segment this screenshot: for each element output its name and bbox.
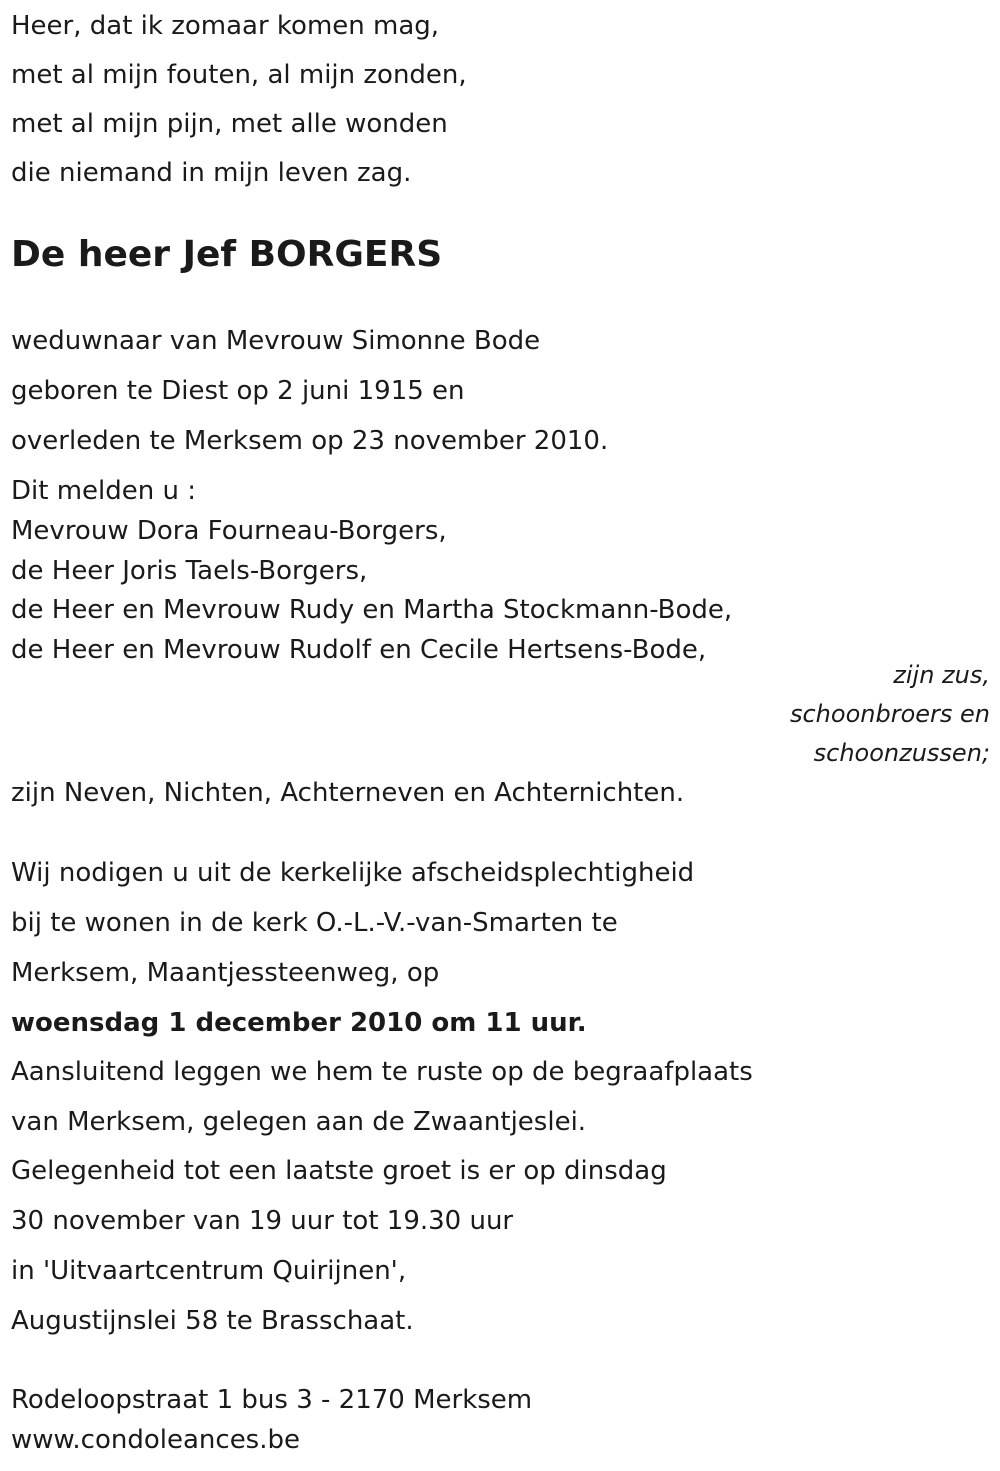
poem-line: met al mijn pijn, met alle wonden	[11, 109, 448, 139]
address: Rodeloopstraat 1 bus 3 - 2170 Merksem	[11, 1385, 533, 1415]
poem-line: met al mijn fouten, al mijn zonden,	[11, 60, 467, 90]
family-member: de Heer en Mevrouw Rudolf en Cecile Hertsens-Bode,	[11, 635, 707, 665]
family-member: de Heer en Mevrouw Rudy en Martha Stockmann-Bode,	[11, 595, 733, 625]
invitation-line: Wij nodigen u uit de kerkelijke afscheidsplechtigheid	[11, 858, 695, 888]
ceremony-date: woensdag 1 december 2010 om 11 uur.	[11, 1008, 587, 1038]
details-line: Aansluitend leggen we hem te ruste op de begraafplaats	[11, 1057, 753, 1087]
details-line: Augustijnslei 58 te Brasschaat.	[11, 1306, 414, 1336]
deceased-name-title: De heer Jef BORGERS	[11, 234, 443, 275]
relation-line: schoonbroers en	[789, 700, 990, 728]
bio-line: overleden te Merksem op 23 november 2010.	[11, 426, 609, 456]
poem-line: Heer, dat ik zomaar komen mag,	[11, 11, 440, 41]
details-line: 30 november van 19 uur tot 19.30 uur	[11, 1206, 514, 1236]
announce-intro: Dit melden u :	[11, 476, 196, 506]
bio-line: geboren te Diest op 2 juni 1915 en	[11, 376, 465, 406]
poem-line: die niemand in mijn leven zag.	[11, 158, 412, 188]
details-line: Gelegenheid tot een laatste groet is er op dinsdag	[11, 1156, 667, 1186]
bio-line: weduwnaar van Mevrouw Simonne Bode	[11, 326, 541, 356]
invitation-line: bij te wonen in de kerk O.-L.-V.-van-Smarten te	[11, 908, 618, 938]
relation-line: zijn zus,	[893, 661, 990, 689]
invitation-line: Merksem, Maantjessteenweg, op	[11, 958, 440, 988]
family-member: de Heer Joris Taels-Borgers,	[11, 556, 368, 586]
website-link[interactable]: www.condoleances.be	[11, 1425, 300, 1455]
details-line: in 'Uitvaartcentrum Quirijnen',	[11, 1256, 407, 1286]
relation-line: schoonzussen;	[813, 739, 990, 767]
relatives-line: zijn Neven, Nichten, Achterneven en Achternichten.	[11, 778, 685, 808]
family-member: Mevrouw Dora Fourneau-Borgers,	[11, 516, 447, 546]
details-line: van Merksem, gelegen aan de Zwaantjeslei.	[11, 1107, 587, 1137]
